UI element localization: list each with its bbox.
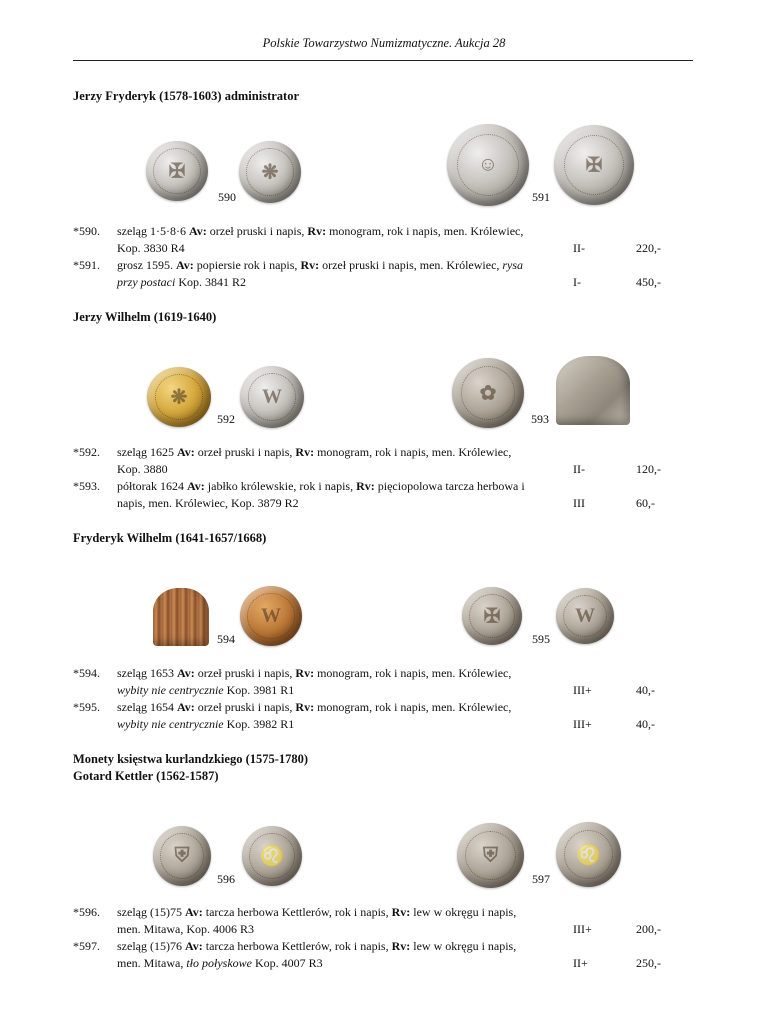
lot-597-price: 250,-	[636, 956, 661, 970]
coin-596-obverse-image: ⛨	[153, 826, 211, 886]
lot-593-grade: III	[573, 496, 585, 510]
photo-label-597: 597	[532, 872, 550, 886]
lot-597-rv-label: Rv:	[391, 939, 411, 953]
lot-id-591: *591.	[73, 258, 100, 272]
lot-description-591	[117, 257, 562, 291]
lot-593-rv-label: Rv:	[356, 479, 375, 493]
lot-591-av-label: Av:	[176, 258, 194, 272]
lot-591-grade: I-	[573, 275, 581, 289]
lot-596-rv-text: lew w okręgu i napis,	[410, 905, 517, 919]
lot-id-597: *597.	[73, 939, 100, 953]
lot-id-596: *596.	[73, 905, 100, 919]
coin-594-reverse-image: W	[240, 586, 302, 646]
lot-description-595	[117, 699, 562, 733]
lot-id-595: *595.	[73, 700, 100, 714]
lot-590-price: 220,-	[636, 241, 661, 255]
lot-591-note-italic: rysa	[502, 258, 524, 272]
lot-593-av-text: jabłko królewskie, rok i napis,	[204, 479, 357, 493]
lot-591-catalog-ref: Kop. 3841 R2	[175, 275, 247, 289]
lot-description-593	[117, 478, 562, 512]
photo-label-595: 595	[532, 632, 550, 646]
lot-593-denomination: półtorak 1624	[117, 479, 187, 493]
lot-591-av-text: popiersie rok i napis,	[193, 258, 301, 272]
lot-594-grade: III+	[573, 683, 592, 697]
lot-591-price: 450,-	[636, 275, 661, 289]
lot-596-av-text: tarcza herbowa Kettlerów, rok i napis,	[202, 905, 392, 919]
section-title-kurlandia: Monety księstwa kurlandzkiego (1575-1780)	[73, 752, 309, 766]
coin-594-obverse-image	[153, 588, 209, 646]
lot-590-catalog-ref: Kop. 3830 R4	[117, 241, 185, 255]
lot-594-catalog-ref: Kop. 3981 R1	[223, 683, 295, 697]
lot-594-av-text: orzeł pruski i napis,	[194, 666, 296, 680]
lot-592-rv-label: Rv:	[295, 445, 315, 459]
lot-595-av-label: Av:	[176, 700, 195, 714]
lot-591-note-italic-2: przy postaci	[117, 275, 176, 289]
lot-description-596	[117, 904, 562, 938]
lot-592-rv-text: monogram, rok i napis, men. Królewiec,	[314, 445, 512, 459]
lot-596-grade: III+	[573, 922, 592, 936]
photo-label-591: 591	[532, 190, 550, 204]
coin-595-obverse-image: ✠	[462, 587, 522, 645]
lot-596-rv-label: Rv:	[391, 905, 411, 919]
lot-597-av-text: tarcza herbowa Kettlerów, rok i napis,	[202, 939, 392, 953]
section-title-gotard-kettler: Gotard Kettler (1562-1587)	[73, 769, 219, 783]
coin-591-obverse-image: ☺	[447, 124, 529, 206]
lot-594-rv-text: monogram, rok i napis, men. Królewiec,	[314, 666, 512, 680]
lot-592-av-label: Av:	[176, 445, 195, 459]
coin-591-reverse-image: ✠	[554, 125, 634, 205]
lot-593-av-label: Av:	[187, 479, 205, 493]
lot-594-denomination: szeląg 1653	[117, 666, 177, 680]
header-divider	[73, 60, 693, 61]
lot-596-price: 200,-	[636, 922, 661, 936]
lot-593-rv-text: pięciopolowa tarcza herbowa i	[374, 479, 525, 493]
lot-590-denomination: szeląg 1·5·8·6	[117, 224, 189, 238]
lot-590-rv-label: Rv:	[307, 224, 327, 238]
section-title-jerzy-fryderyk: Jerzy Fryderyk (1578-1603) administrator	[73, 89, 299, 103]
lot-597-denomination: szeląg (15)76	[117, 939, 185, 953]
lot-id-592: *592.	[73, 445, 100, 459]
lot-description-594	[117, 665, 562, 699]
lot-description-597	[117, 938, 562, 972]
lot-591-rv-text: orzeł pruski i napis, men. Królewiec,	[319, 258, 503, 272]
lot-597-mint: men. Mitawa,	[117, 956, 187, 970]
lot-592-grade: II-	[573, 462, 585, 476]
coin-593-reverse-fragment-image	[556, 356, 630, 425]
lot-592-price: 120,-	[636, 462, 661, 476]
lot-590-grade: II-	[573, 241, 585, 255]
lot-596-av-label: Av:	[184, 905, 203, 919]
lot-595-av-text: orzeł pruski i napis,	[194, 700, 296, 714]
lot-id-590: *590.	[73, 224, 100, 238]
lot-597-catalog-ref: Kop. 4007 R3	[251, 956, 323, 970]
lot-595-rv-label: Rv:	[295, 700, 315, 714]
lot-592-denomination: szeląg 1625	[117, 445, 177, 459]
photo-label-593: 593	[531, 412, 549, 426]
lot-description-592	[117, 444, 562, 478]
lot-593-price: 60,-	[636, 496, 655, 510]
lot-590-rv-text: monogram, rok i napis, men. Królewiec,	[326, 224, 524, 238]
lot-597-note-italic: tło połyskowe	[186, 956, 252, 970]
coin-593-obverse-image: ✿	[452, 358, 524, 428]
photo-label-590: 590	[218, 190, 236, 204]
lot-597-grade: II+	[573, 956, 588, 970]
lot-595-denomination: szeląg 1654	[117, 700, 177, 714]
lot-590-av-label: Av:	[188, 224, 207, 238]
coin-590-obverse-image: ✠	[146, 141, 208, 201]
lot-id-593: *593.	[73, 479, 100, 493]
lot-594-price: 40,-	[636, 683, 655, 697]
coin-592-obverse-image: ❋	[147, 367, 211, 427]
page-header: Polskie Towarzystwo Numizmatyczne. Aukcja 28	[262, 36, 506, 50]
lot-596-catalog-ref: men. Mitawa, Kop. 4006 R3	[117, 922, 254, 936]
lot-596-denomination: szeląg (15)75	[117, 905, 185, 919]
lot-595-price: 40,-	[636, 717, 655, 731]
coin-596-reverse-image: ♌	[242, 826, 302, 886]
coin-597-obverse-image: ⛨	[457, 823, 524, 888]
lot-591-rv-label: Rv:	[300, 258, 320, 272]
lot-594-rv-label: Rv:	[295, 666, 315, 680]
lot-592-av-text: orzeł pruski i napis,	[194, 445, 296, 459]
coin-595-reverse-image: W	[556, 588, 614, 644]
lot-594-av-label: Av:	[176, 666, 195, 680]
lot-597-av-label: Av:	[184, 939, 203, 953]
lot-595-grade: III+	[573, 717, 592, 731]
lot-description-590	[117, 223, 562, 257]
lot-595-catalog-ref: Kop. 3982 R1	[223, 717, 295, 731]
coin-597-reverse-image: ♌	[556, 822, 621, 887]
section-title-fryderyk-wilhelm: Fryderyk Wilhelm (1641-1657/1668)	[73, 531, 267, 545]
lot-592-catalog-ref: Kop. 3880	[117, 462, 168, 476]
photo-label-592: 592	[217, 412, 235, 426]
lot-597-rv-text: lew w okręgu i napis,	[410, 939, 517, 953]
lot-591-denomination: grosz 1595.	[117, 258, 176, 272]
coin-592-reverse-image: W	[240, 366, 304, 428]
lot-id-594: *594.	[73, 666, 100, 680]
section-title-jerzy-wilhelm: Jerzy Wilhelm (1619-1640)	[73, 310, 217, 324]
photo-label-596: 596	[217, 872, 235, 886]
coin-590-reverse-image: ❋	[239, 141, 301, 203]
lot-595-note-italic: wybity nie centrycznie	[117, 717, 224, 731]
lot-594-note-italic: wybity nie centrycznie	[117, 683, 224, 697]
lot-590-av-text: orzeł pruski i napis,	[206, 224, 308, 238]
lot-593-catalog-ref: napis, men. Królewiec, Kop. 3879 R2	[117, 496, 299, 510]
lot-595-rv-text: monogram, rok i napis, men. Królewiec,	[314, 700, 512, 714]
photo-label-594: 594	[217, 632, 235, 646]
